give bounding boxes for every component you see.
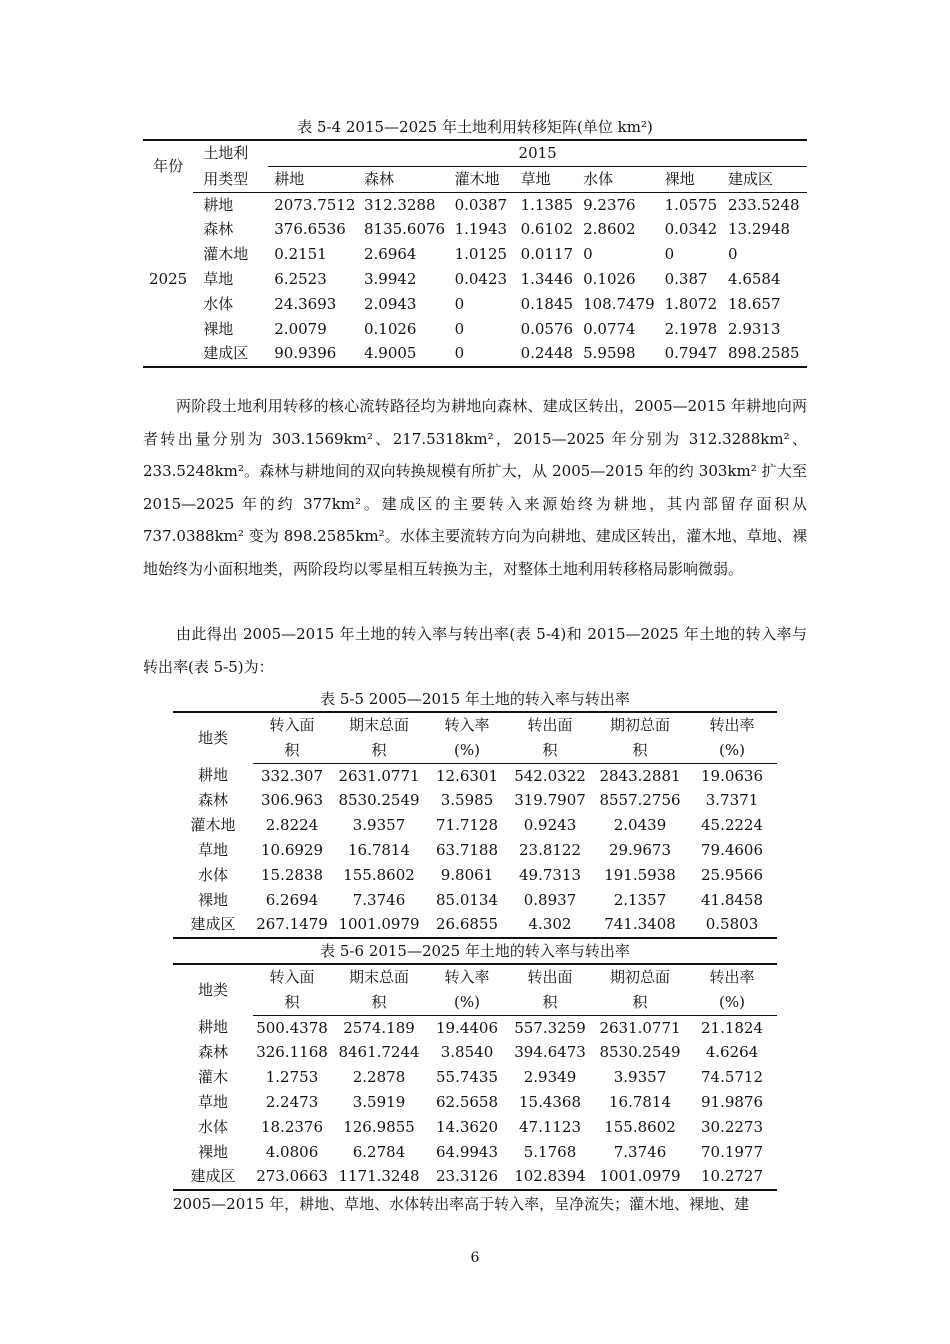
table-cell: 741.3408	[604, 915, 676, 934]
table-cell: 2073.7512	[274, 195, 356, 214]
body-paragraph: 两阶段土地利用转移的核心流转路径均为耕地向森林、建成区转出，2005—2015 年耕地向两者转出量分别为 303.1569km²、217.5318km²，2015—2025 年分别为 312.3288km²、233.5248km²。森林与耕地间的双向转换规模有所扩大，从 2005—2015 年的约 303km² 扩大至 2015—2025 年的约 377km²。建成区的主要转入来源始终为耕地，其内部留存面积从 737.0388km² 变为 898.2585km²。水体主要流转方向为向耕地、建成区转出，灌木地、草地、裸地始终为小面积地类，两阶段均以零星相互转换为主，对整体土地利用转移格局影响微弱。	[143, 397, 807, 578]
table-cell: 1.8072	[664, 294, 718, 313]
table-cell: 0.0387	[454, 195, 508, 214]
table-cell: 0.8937	[523, 890, 577, 909]
table-cell: 3.9357	[613, 1068, 667, 1087]
table-cell: 7.3746	[352, 890, 406, 909]
table-cell: 3.8540	[440, 1043, 494, 1062]
table-cell: 6.2523	[274, 269, 327, 288]
table-cell: 2.0079	[274, 319, 327, 338]
table-cell: 312.3288	[363, 195, 436, 214]
table-cell: 79.4606	[700, 840, 764, 859]
table-header-row	[143, 166, 807, 192]
year-header: 年份	[153, 157, 184, 176]
table-5-4-caption: 表 5-4 2015—2025 年土地利用转移矩阵(单位 km²)	[297, 118, 653, 136]
table-cell: 70.1977	[700, 1142, 764, 1161]
table-cell: 4.6584	[728, 269, 781, 288]
table-cell: 0.2151	[274, 245, 327, 264]
table-cell: 71.7128	[435, 816, 499, 835]
year-2015-header: 2015	[268, 140, 807, 166]
table-cell: 74.5712	[700, 1068, 764, 1087]
table-cell: 2.9349	[523, 1068, 577, 1087]
rate-table-2005-2015	[173, 711, 777, 939]
table-row	[173, 1015, 777, 1040]
table-cell: 8530.2549	[338, 791, 420, 810]
table-cell: 2.2878	[352, 1068, 406, 1087]
column-header: 期末总面	[348, 968, 409, 986]
table-cell: 1001.0979	[599, 1167, 681, 1186]
table-cell: 6.2784	[352, 1142, 406, 1161]
table-cell: 1.0575	[664, 195, 718, 214]
column-header: 转入面	[269, 716, 315, 734]
table-cell: 64.9943	[435, 1142, 499, 1161]
table-cell: 9.8061	[440, 865, 494, 884]
column-header: 地类	[197, 728, 228, 747]
table-cell: 5.9598	[583, 344, 636, 363]
column-header: 转出率	[709, 716, 755, 734]
column-header: 积	[507, 990, 593, 1015]
row-type: 裸地	[203, 319, 234, 338]
table-cell: 542.0322	[514, 766, 586, 785]
table-row	[143, 267, 807, 292]
table-cell: 191.5938	[604, 865, 676, 884]
table-cell: 1.1385	[520, 195, 574, 214]
row-type: 森林	[203, 220, 234, 239]
table-cell: 1171.3248	[338, 1167, 420, 1186]
table-cell: 3.5985	[440, 791, 494, 810]
table-cell: 3.9942	[363, 269, 417, 288]
table-cell: 1.1943	[454, 220, 508, 239]
table-cell: 0.0576	[520, 319, 574, 338]
rate-table-2015-2025	[173, 963, 777, 1191]
table-cell: 8135.6076	[363, 220, 446, 239]
table-cell: 3.5919	[352, 1092, 406, 1111]
table-row	[143, 341, 807, 367]
table-row	[173, 1140, 777, 1165]
row-type: 耕地	[203, 195, 234, 214]
column-header: 积	[331, 990, 427, 1015]
table-cell: 0.2448	[520, 344, 574, 363]
table-cell: 1001.0979	[338, 915, 420, 934]
table-cell: 2.2473	[265, 1092, 319, 1111]
table-cell: 8530.2549	[599, 1043, 681, 1062]
table-cell: 0.0117	[520, 245, 574, 264]
table-cell: 233.5248	[728, 195, 800, 214]
table-cell: 332.307	[260, 766, 324, 785]
table-cell: 0.9243	[523, 816, 577, 835]
table-cell: 4.9005	[363, 344, 417, 363]
table-cell: 0.0774	[583, 319, 636, 338]
table-cell: 898.2585	[728, 344, 800, 363]
table-cell: 水体	[197, 1117, 228, 1136]
table-cell: 水体	[197, 865, 228, 884]
type-header-line2: 用类型	[193, 166, 268, 192]
table-row	[173, 788, 777, 813]
table-cell: 4.0806	[265, 1142, 319, 1161]
table-cell: 0.0423	[454, 269, 508, 288]
column-header: 积	[331, 738, 427, 763]
table-header-row	[173, 964, 777, 990]
body-paragraph: 由此得出 2005—2015 年土地的转入率与转出率(表 5-4)和 2015—2025 年土地的转入率与转出率(表 5-5)为：	[143, 625, 807, 676]
table-cell: 1.0125	[454, 245, 508, 264]
row-type: 灌木地	[203, 245, 249, 264]
table-cell: 耕地	[197, 1018, 228, 1037]
table-cell: 耕地	[197, 766, 228, 785]
row-type: 水体	[203, 294, 234, 313]
table-cell: 4.302	[528, 915, 572, 934]
transfer-matrix-table	[143, 139, 807, 368]
table-cell: 2.0943	[363, 294, 417, 313]
table-5-6-caption: 表 5-6 2015—2025 年土地的转入率与转出率	[320, 942, 630, 960]
column-header: (%)	[687, 990, 777, 1015]
table-cell: 0	[583, 245, 593, 264]
table-cell: 0.387	[664, 269, 708, 288]
table-cell: 13.2948	[728, 220, 791, 239]
table-cell: 灌木地	[190, 816, 236, 835]
table-row	[173, 1164, 777, 1190]
table-row	[143, 192, 807, 217]
table-cell: 0.5803	[705, 915, 759, 934]
table-cell: 2.9313	[728, 319, 781, 338]
table-cell: 6.2694	[265, 890, 319, 909]
table-row	[173, 1090, 777, 1115]
table-cell: 376.6536	[274, 220, 346, 239]
table-cell: 394.6473	[514, 1043, 586, 1062]
column-header: 积	[253, 738, 331, 763]
table-cell: 19.0636	[700, 766, 764, 785]
table-cell: 91.9876	[700, 1092, 764, 1111]
table-cell: 63.7188	[435, 840, 499, 859]
table-cell: 2.1978	[664, 319, 718, 338]
table-cell: 2.6964	[363, 245, 417, 264]
table-cell: 155.8602	[343, 865, 415, 884]
table-row	[143, 242, 807, 267]
table-cell: 5.1768	[523, 1142, 577, 1161]
table-cell: 45.2224	[700, 816, 764, 835]
page-number: 6	[470, 1250, 480, 1266]
column-header: 积	[593, 990, 687, 1015]
table-row	[173, 888, 777, 913]
table-cell: 12.6301	[435, 766, 499, 785]
table-cell: 2574.189	[343, 1018, 415, 1037]
table-header-row	[173, 712, 777, 738]
column-header: 水体	[583, 166, 665, 192]
table-cell: 155.8602	[604, 1117, 676, 1136]
column-header: 积	[593, 738, 687, 763]
column-header: 转入率	[444, 968, 490, 986]
table-cell: 3.9357	[352, 816, 406, 835]
table-cell: 326.1168	[256, 1043, 328, 1062]
table-cell: 319.7907	[514, 791, 586, 810]
table-cell: 29.9673	[608, 840, 672, 859]
table-cell: 2631.0771	[599, 1018, 681, 1037]
table-cell: 16.7814	[608, 1092, 672, 1111]
table-cell: 15.2838	[260, 865, 324, 884]
column-header: 转入面	[269, 968, 315, 986]
table-row	[143, 217, 807, 242]
table-cell: 森林	[197, 1043, 228, 1062]
table-cell: 24.3693	[274, 294, 337, 313]
table-cell: 0.7947	[664, 344, 718, 363]
table-cell: 41.8458	[700, 890, 764, 909]
table-cell: 0	[664, 245, 675, 264]
column-header: 地类	[197, 980, 228, 999]
column-header: 期末总面	[348, 716, 409, 734]
table-cell: 8461.7244	[338, 1043, 420, 1062]
table-cell: 102.8394	[514, 1167, 586, 1186]
column-header: 建成区	[728, 166, 807, 192]
table-cell: 建成区	[190, 915, 236, 934]
column-header: 积	[507, 738, 593, 763]
table-cell: 10.2727	[700, 1167, 764, 1186]
table-cell: 62.5658	[435, 1092, 499, 1111]
table-cell: 30.2273	[700, 1117, 764, 1136]
table-cell: 0.1026	[583, 269, 636, 288]
table-cell: 森林	[197, 791, 228, 810]
table-row	[173, 763, 777, 788]
table-cell: 15.4368	[518, 1092, 582, 1111]
table-cell: 1.3446	[520, 269, 574, 288]
column-header: 期初总面	[609, 968, 670, 986]
table-cell: 8557.2756	[599, 791, 681, 810]
table-row	[173, 813, 777, 838]
row-type: 草地	[203, 269, 234, 288]
column-header: 积	[253, 990, 331, 1015]
table-cell: 19.4406	[435, 1018, 499, 1037]
row-type: 建成区	[203, 344, 249, 363]
table-cell: 0.6102	[520, 220, 574, 239]
table-cell: 47.1123	[518, 1117, 582, 1136]
column-header: 灌木地	[455, 166, 521, 192]
table-cell: 85.0134	[435, 890, 499, 909]
table-cell: 0.1026	[363, 319, 417, 338]
table-row	[173, 1115, 777, 1140]
table-cell: 4.6264	[705, 1043, 759, 1062]
table-row	[173, 1065, 777, 1090]
table-header-row	[143, 140, 807, 166]
table-cell: 草地	[197, 840, 228, 859]
table-cell: 3.7371	[705, 791, 759, 810]
table-cell: 建成区	[190, 1167, 236, 1186]
table-5-5-caption: 表 5-5 2005—2015 年土地的转入率与转出率	[320, 690, 630, 708]
column-header: (%)	[427, 738, 507, 763]
table-cell: 0.0342	[664, 220, 718, 239]
column-header: 转出面	[527, 716, 573, 734]
table-cell: 267.1479	[256, 915, 328, 934]
table-cell: 1.2753	[265, 1068, 319, 1087]
table-cell: 0	[454, 294, 465, 313]
table-cell: 10.6929	[260, 840, 324, 859]
table-cell: 306.963	[260, 791, 324, 810]
table-cell: 108.7479	[583, 294, 655, 313]
table-row	[173, 838, 777, 863]
table-header-row	[173, 990, 777, 1015]
table-cell: 2.0439	[613, 816, 667, 835]
table-cell: 25.9566	[700, 865, 764, 884]
table-cell: 2843.2881	[599, 766, 681, 785]
table-row	[143, 317, 807, 342]
table-cell: 90.9396	[274, 344, 337, 363]
table-cell: 21.1824	[700, 1018, 764, 1037]
table-header-row	[173, 738, 777, 763]
column-header: 转出面	[527, 968, 573, 986]
table-cell: 16.7814	[347, 840, 411, 859]
table-cell: 9.2376	[583, 195, 636, 214]
table-row	[173, 912, 777, 938]
column-header: (%)	[687, 738, 777, 763]
column-header: 森林	[364, 166, 455, 192]
table-cell: 2631.0771	[338, 766, 420, 785]
table-cell: 灌木	[197, 1068, 228, 1087]
table-cell: 23.8122	[518, 840, 582, 859]
column-header: (%)	[427, 990, 507, 1015]
table-cell: 273.0663	[256, 1167, 328, 1186]
table-cell: 2.8602	[583, 220, 636, 239]
table-cell: 500.4378	[256, 1018, 328, 1037]
table-row	[173, 1040, 777, 1065]
column-header: 耕地	[268, 166, 364, 192]
year-2025-cell: 2025	[149, 269, 188, 288]
table-cell: 2.8224	[265, 816, 319, 835]
table-cell: 裸地	[197, 1142, 228, 1161]
column-header: 期初总面	[609, 716, 670, 734]
column-header: 转出率	[709, 968, 755, 986]
type-header-line1: 土地利	[203, 144, 249, 163]
table-row	[143, 292, 807, 317]
table-cell: 裸地	[197, 890, 228, 909]
table-cell: 557.3259	[514, 1018, 586, 1037]
table-cell: 2.1357	[613, 890, 667, 909]
table-cell: 0	[454, 319, 465, 338]
column-header: 草地	[521, 166, 584, 192]
table-cell: 49.7313	[518, 865, 582, 884]
table-cell: 55.7435	[435, 1068, 499, 1087]
table-cell: 18.2376	[260, 1117, 324, 1136]
table-cell: 草地	[197, 1092, 228, 1111]
table-cell: 18.657	[728, 294, 781, 313]
table-cell: 0	[728, 245, 738, 264]
table-row	[173, 863, 777, 888]
column-header: 转入率	[444, 716, 490, 734]
table-cell: 23.3126	[435, 1167, 499, 1186]
table-cell: 7.3746	[613, 1142, 667, 1161]
table-cell: 126.9855	[343, 1117, 415, 1136]
table-cell: 0.1845	[520, 294, 574, 313]
table-cell: 14.3620	[435, 1117, 499, 1136]
column-header: 裸地	[665, 166, 728, 192]
body-text-line: 2005—2015 年，耕地、草地、水体转出率高于转入率，呈净流失；灌木地、裸地、建	[173, 1195, 750, 1213]
table-cell: 0	[454, 344, 465, 363]
table-cell: 26.6855	[435, 915, 499, 934]
